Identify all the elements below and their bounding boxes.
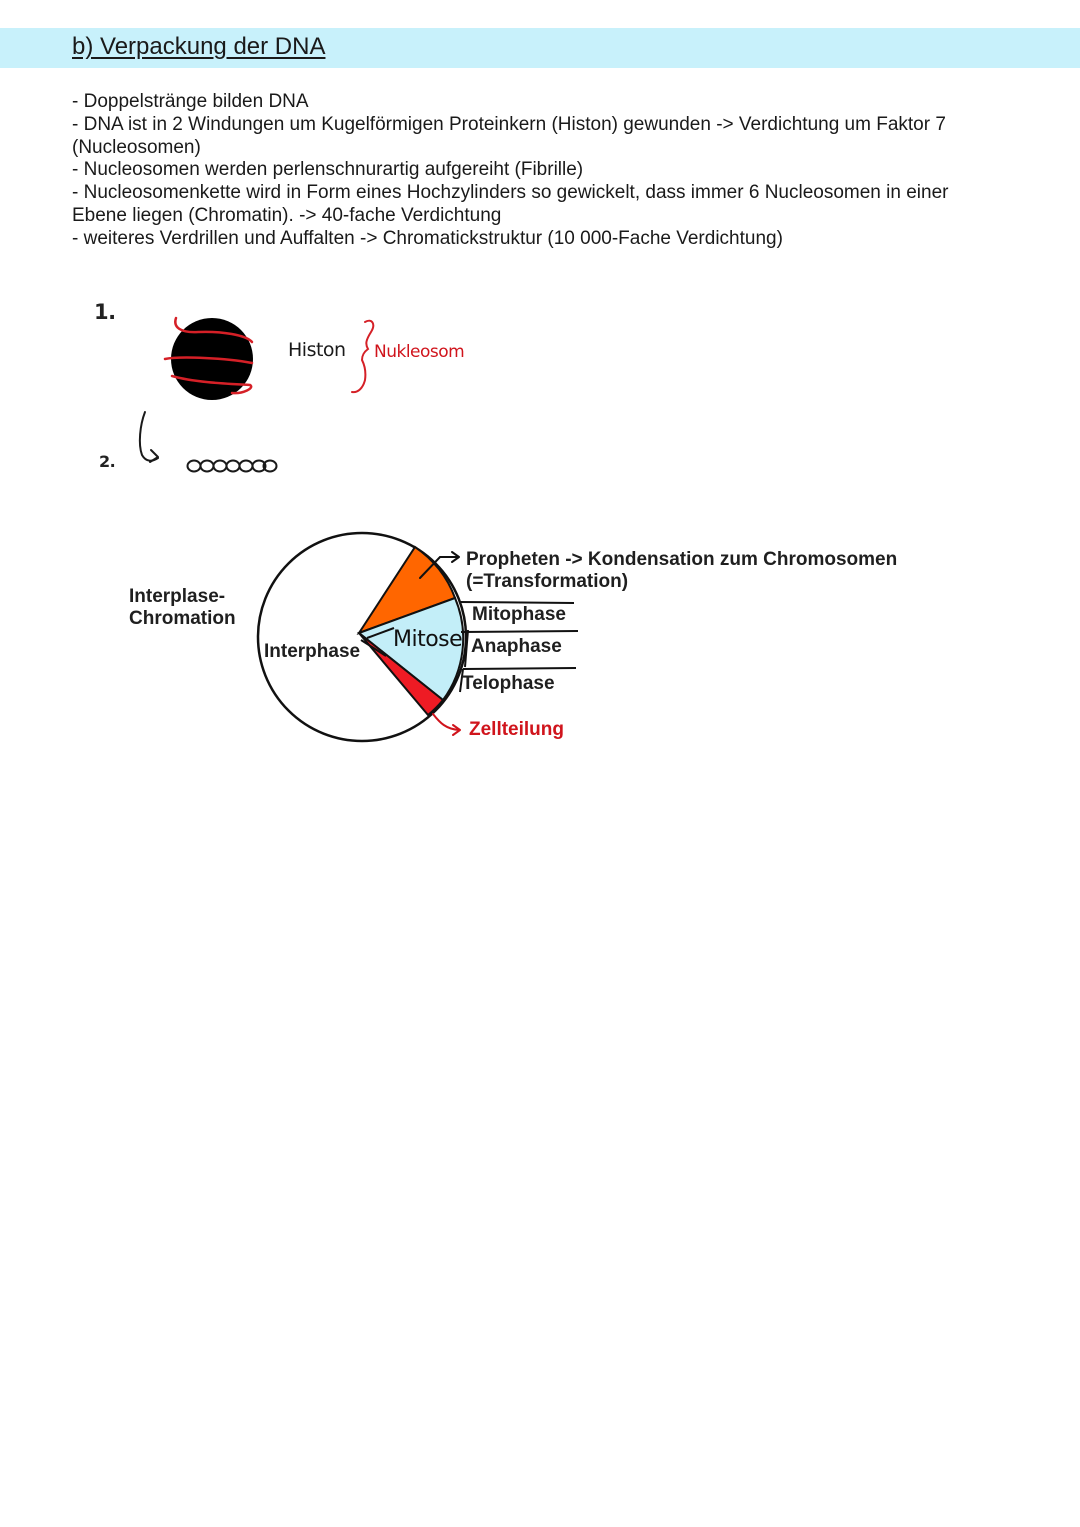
telophase-overline	[463, 668, 576, 669]
brace-icon	[352, 321, 373, 392]
histon-label: Histon	[288, 339, 346, 361]
bead-chain-icon	[188, 461, 277, 472]
note-line: - DNA ist in 2 Windungen um Kugelförmigen Proteinkern (Histon) gewunden -> Verdichtung um Faktor 7	[72, 113, 946, 135]
anaphase-overline	[461, 631, 578, 632]
anaphase-label: Anaphase	[471, 636, 562, 657]
transformation-label: (=Transformation)	[466, 571, 629, 592]
zellteilung-label: Zellteilung	[469, 719, 564, 740]
section-title: b) Verpackung der DNA	[72, 33, 326, 60]
note-line: - Nucleosomen werden perlenschnurartig aufgereiht (Fibrille)	[72, 159, 584, 181]
arrow-head-icon	[150, 450, 158, 462]
note-line: - Nucleosomenkette wird in Form eines Hochzylinders so gewickelt, dass immer 6 Nucleosomen in einer	[72, 182, 949, 204]
step-1-label: 1.	[94, 300, 116, 324]
mitose-label: Mitose	[393, 627, 463, 652]
mitophase-label: Mitophase	[472, 604, 566, 625]
note-line: - weiteres Verdrillen und Auffalten -> Chromatickstruktur (10 000-Fache Verdichtung)	[72, 227, 783, 249]
mitophase-underline	[459, 602, 574, 603]
interphase-label: Interphase	[264, 641, 361, 662]
note-line: (Nucleosomen)	[72, 136, 201, 158]
interplase-label: Interplase-	[129, 586, 226, 607]
propheten-label: Propheten -> Kondensation zum Chromosomen	[466, 549, 898, 570]
telophase-label: Telophase	[462, 673, 555, 694]
note-line: - Doppelstränge bilden DNA	[72, 91, 309, 112]
chromation-label: Chromation	[129, 608, 236, 629]
note-line: Ebene liegen (Chromatin). -> 40-fache Verdichtung	[72, 204, 502, 226]
nukleosom-label: Nukleosom	[374, 342, 465, 362]
step-2-label: 2.	[99, 452, 116, 471]
